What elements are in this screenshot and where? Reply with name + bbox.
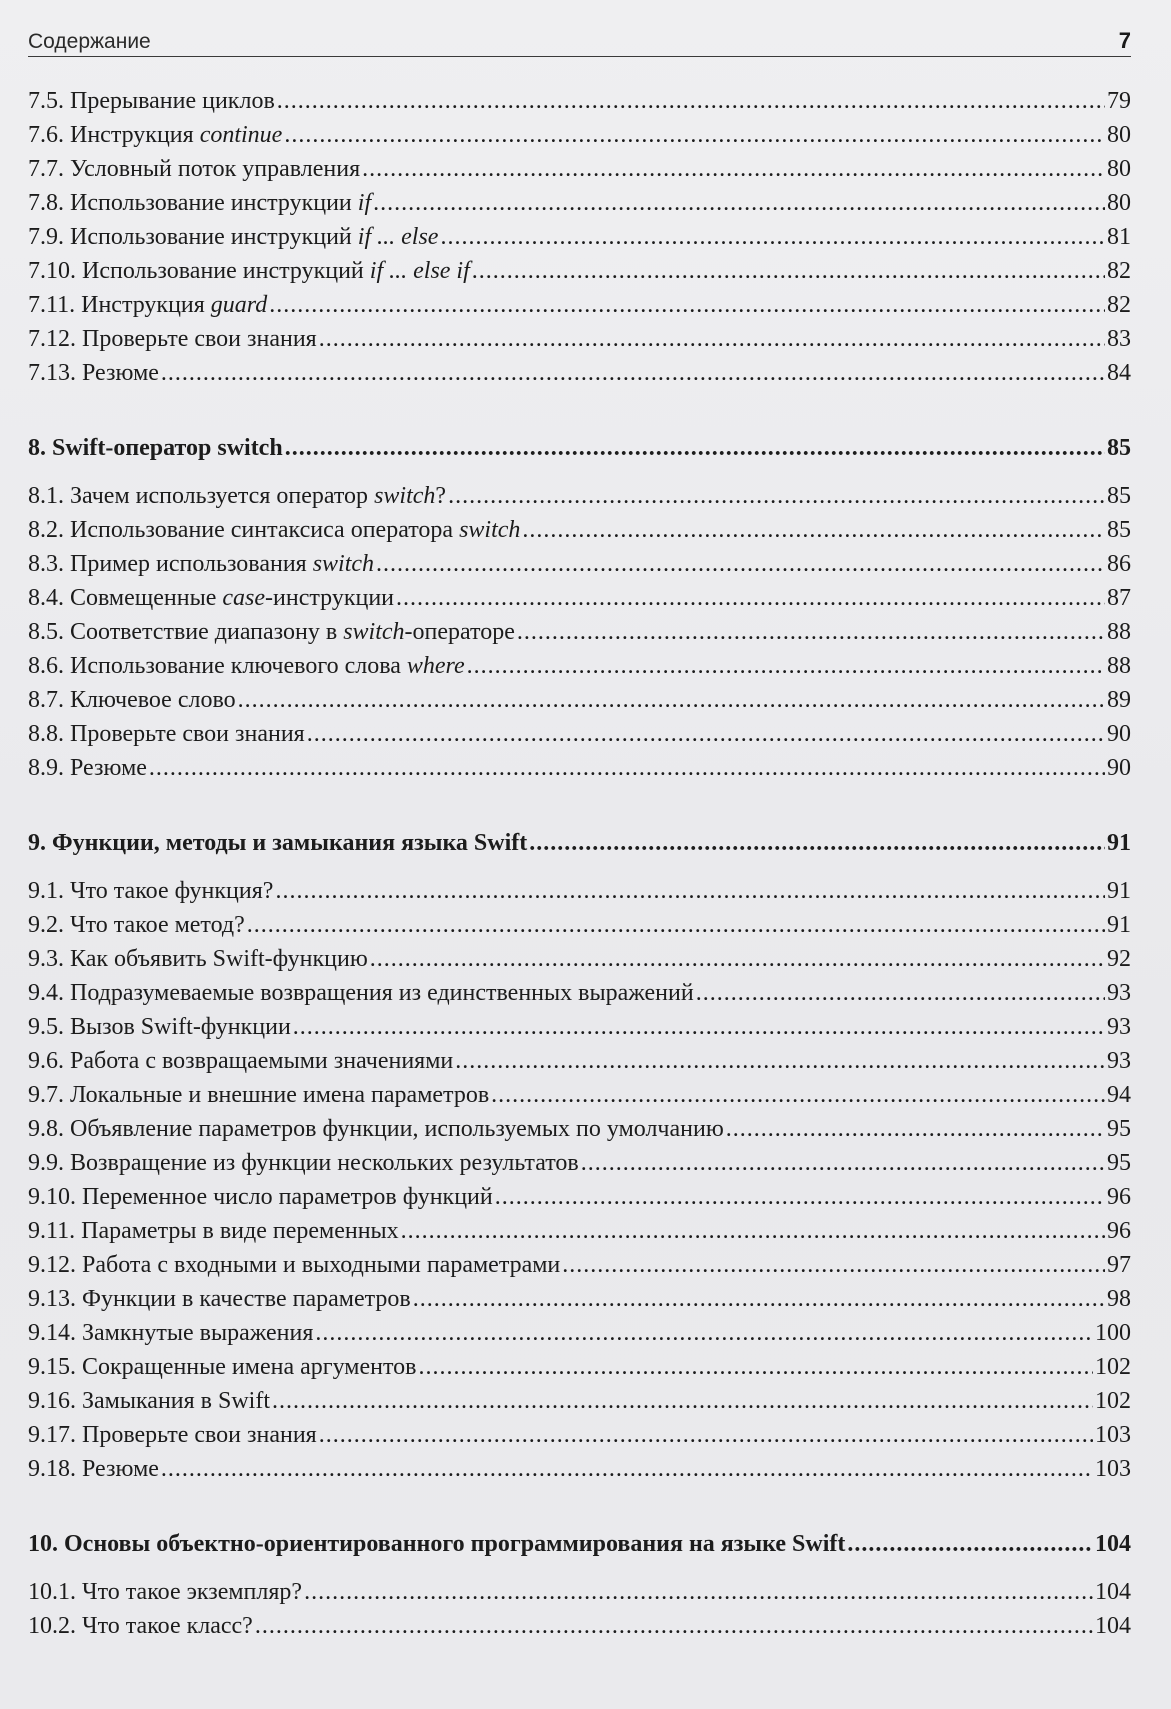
toc-entry-page: 83: [1107, 326, 1131, 352]
toc-entry-title: [82, 1316, 313, 1350]
toc-title-italic-part: if: [357, 190, 372, 216]
toc-entry-page: 90: [1107, 721, 1131, 747]
toc-title-part: Возвращение из функции нескольких результатов: [70, 1150, 579, 1176]
toc-entry-number: 9.6.: [28, 1048, 64, 1074]
toc-section-row: [28, 908, 1131, 942]
toc-entry-page: 91: [1107, 912, 1131, 938]
toc-section-row: [28, 683, 1131, 717]
dot-leader: [472, 254, 1105, 288]
toc-entry-page: 80: [1107, 156, 1131, 182]
toc-entry-number: 8.6.: [28, 653, 64, 679]
toc-entry-page: 94: [1107, 1082, 1131, 1108]
toc-entry-page: 80: [1107, 190, 1131, 216]
toc-entry-title: [70, 152, 360, 186]
toc-entry-title: [70, 1044, 453, 1078]
dot-leader: [319, 322, 1105, 356]
toc-section-row: [28, 1078, 1131, 1112]
toc-title-part: Инструкция: [70, 122, 200, 148]
toc-entry-number: 7.12.: [28, 326, 76, 352]
toc-title-part: Проверьте свои знания: [82, 326, 317, 352]
toc-section-row: [28, 322, 1131, 356]
toc-title-part: Замыкания в Swift: [82, 1388, 271, 1414]
toc-title-part: Что такое экземпляр?: [82, 1579, 303, 1605]
toc-entry-page: 104: [1095, 1531, 1131, 1557]
toc-chapter-row: [28, 431, 1131, 465]
toc-entry-title: [82, 322, 317, 356]
toc-entry-number: 9.16.: [28, 1388, 76, 1414]
toc-title-italic-part: case: [222, 585, 266, 611]
toc-entry-title: [70, 513, 520, 547]
toc-entry-number: 9.15.: [28, 1354, 76, 1380]
toc-title-part: Функции, методы и замыкания языка Swift: [52, 830, 528, 856]
toc-title-italic-part: where: [406, 653, 465, 679]
toc-entry-number: 9.: [28, 830, 46, 856]
toc-entry-title: [52, 431, 283, 465]
page-number: 7: [1118, 28, 1131, 53]
toc-section-row: [28, 1214, 1131, 1248]
toc-section-row: [28, 649, 1131, 683]
dot-leader: [161, 356, 1105, 390]
toc-entry-title: [81, 1214, 399, 1248]
toc-title-part: Параметры в виде переменных: [81, 1218, 399, 1244]
dot-leader: [440, 220, 1105, 254]
toc-title-part: Подразумеваемые возвращения из единственных выражений: [70, 980, 694, 1006]
toc-entry-page: 103: [1095, 1456, 1131, 1482]
toc-entry-page: 89: [1107, 687, 1131, 713]
toc-entry-page: 93: [1107, 980, 1131, 1006]
toc-title-part: Локальные и внешние имена параметров: [70, 1082, 490, 1108]
toc-entry-title: [70, 751, 147, 785]
toc-entry-page: 104: [1095, 1613, 1131, 1639]
toc-entry-page: 91: [1107, 878, 1131, 904]
toc-entry-number: 9.13.: [28, 1286, 76, 1312]
toc-title-part: Использование синтаксиса оператора: [70, 517, 460, 543]
toc-section-row: [28, 751, 1131, 785]
toc-entry-number: 9.9.: [28, 1150, 64, 1176]
toc-title-part: Функции в качестве параметров: [82, 1286, 411, 1312]
toc-section-row: [28, 1575, 1131, 1609]
toc-entry-number: 8.8.: [28, 721, 64, 747]
toc-entry-page: 90: [1107, 755, 1131, 781]
dot-leader: [396, 581, 1105, 615]
toc-section-row: [28, 1146, 1131, 1180]
toc-title-part: Условный поток управления: [70, 156, 361, 182]
toc-section-row: [28, 615, 1131, 649]
toc-title-part: Инструкция: [81, 292, 211, 318]
toc-section-row: [28, 1044, 1131, 1078]
toc-title-italic-part: if ... else if: [369, 258, 470, 284]
toc-section-row: [28, 1010, 1131, 1044]
toc-entry-title: [70, 479, 446, 513]
toc-entry-title: [70, 683, 236, 717]
toc-entry-number: 7.9.: [28, 224, 64, 250]
toc-entry-page: 82: [1107, 258, 1131, 284]
toc-entry-number: 9.5.: [28, 1014, 64, 1040]
toc-entry-title: [70, 615, 515, 649]
toc-entry-page: 85: [1107, 435, 1131, 461]
toc-entry-number: 9.10.: [28, 1184, 76, 1210]
toc-entry-number: 8.9.: [28, 755, 64, 781]
dot-leader: [255, 1609, 1093, 1643]
table-of-contents: [28, 84, 1131, 1643]
toc-section-row: [28, 288, 1131, 322]
toc-chapter-row: [28, 1527, 1131, 1561]
toc-title-part: Работа с возвращаемыми значениями: [70, 1048, 454, 1074]
toc-title-part: Совмещенные: [70, 585, 223, 611]
toc-entry-page: 87: [1107, 585, 1131, 611]
toc-entry-title: [70, 976, 694, 1010]
toc-entry-page: 80: [1107, 122, 1131, 148]
toc-entry-title: [82, 356, 159, 390]
toc-section-row: [28, 1350, 1131, 1384]
toc-entry-number: 9.14.: [28, 1320, 76, 1346]
dot-leader: [304, 1575, 1093, 1609]
toc-entry-number: 10.1.: [28, 1579, 76, 1605]
toc-entry-number: 7.6.: [28, 122, 64, 148]
dot-leader: [238, 683, 1105, 717]
toc-title-italic-part: switch: [459, 517, 521, 543]
toc-section-row: [28, 1180, 1131, 1214]
toc-section-row: [28, 186, 1131, 220]
toc-entry-number: 9.17.: [28, 1422, 76, 1448]
toc-entry-title: [70, 908, 245, 942]
toc-title-part: Ключевое слово: [70, 687, 236, 713]
toc-entry-title: [81, 288, 267, 322]
toc-section-row: [28, 84, 1131, 118]
toc-title-part: Как объявить Swift-функцию: [70, 946, 368, 972]
dot-leader: [149, 751, 1105, 785]
toc-entry-number: 9.3.: [28, 946, 64, 972]
toc-entry-number: 8.3.: [28, 551, 64, 577]
dot-leader: [315, 1316, 1093, 1350]
toc-entry-number: 9.2.: [28, 912, 64, 938]
toc-entry-page: 100: [1095, 1320, 1131, 1346]
toc-entry-number: 9.18.: [28, 1456, 76, 1482]
toc-entry-page: 104: [1095, 1579, 1131, 1605]
toc-entry-page: 102: [1095, 1354, 1131, 1380]
toc-entry-page: 93: [1107, 1048, 1131, 1074]
toc-entry-title: [70, 547, 374, 581]
toc-title-italic-part: continue: [199, 122, 283, 148]
dot-leader: [275, 874, 1105, 908]
toc-entry-title: [70, 717, 305, 751]
toc-entry-title: [70, 220, 438, 254]
toc-entry-number: 9.8.: [28, 1116, 64, 1142]
toc-title-part: Сокращенные имена аргументов: [82, 1354, 417, 1380]
toc-title-part: Использование инструкций: [70, 224, 358, 250]
toc-entry-title: [70, 118, 282, 152]
toc-entry-page: 86: [1107, 551, 1131, 577]
toc-entry-title: [70, 1010, 291, 1044]
dot-leader: [529, 826, 1105, 860]
dot-leader: [517, 615, 1105, 649]
dot-leader: [581, 1146, 1105, 1180]
dot-leader: [285, 431, 1105, 465]
toc-entry-title: [70, 874, 273, 908]
toc-title-part: Резюме: [82, 360, 159, 386]
toc-title-part: Что такое метод?: [70, 912, 245, 938]
dot-leader: [376, 547, 1105, 581]
toc-entry-page: 91: [1107, 830, 1131, 856]
dot-leader: [284, 118, 1105, 152]
toc-section-row: [28, 874, 1131, 908]
toc-entry-title: [82, 1418, 317, 1452]
toc-entry-title: [82, 254, 470, 288]
toc-section-row: [28, 1384, 1131, 1418]
toc-title-part: Проверьте свои знания: [70, 721, 305, 747]
toc-entry-number: 8.4.: [28, 585, 64, 611]
toc-chapter-row: [28, 826, 1131, 860]
toc-section-row: [28, 152, 1131, 186]
dot-leader: [562, 1248, 1105, 1282]
toc-title-part: -операторе: [404, 619, 515, 645]
toc-title-part: Работа с входными и выходными параметрами: [82, 1252, 561, 1278]
toc-entry-title: [52, 826, 527, 860]
toc-title-part: Использование инструкции: [70, 190, 358, 216]
dot-leader: [269, 288, 1105, 322]
dot-leader: [362, 152, 1105, 186]
toc-entry-page: 98: [1107, 1286, 1131, 1312]
toc-entry-page: 85: [1107, 517, 1131, 543]
toc-section-row: [28, 581, 1131, 615]
toc-entry-number: 7.5.: [28, 88, 64, 114]
toc-entry-title: [64, 1527, 845, 1561]
toc-entry-page: 96: [1107, 1218, 1131, 1244]
toc-entry-title: [82, 1384, 270, 1418]
toc-entry-number: 7.7.: [28, 156, 64, 182]
toc-title-part: Замкнутые выражения: [82, 1320, 314, 1346]
toc-section-row: [28, 976, 1131, 1010]
toc-entry-number: 7.10.: [28, 258, 76, 284]
dot-leader: [307, 717, 1105, 751]
toc-title-part: Резюме: [82, 1456, 159, 1482]
toc-entry-page: 95: [1107, 1116, 1131, 1142]
toc-entry-page: 103: [1095, 1422, 1131, 1448]
toc-title-part: Проверьте свои знания: [82, 1422, 317, 1448]
running-header-title: Содержание: [28, 30, 151, 53]
toc-section-row: [28, 513, 1131, 547]
toc-entry-page: 95: [1107, 1150, 1131, 1176]
toc-entry-number: 9.7.: [28, 1082, 64, 1108]
toc-section-row: [28, 1316, 1131, 1350]
toc-entry-number: 7.11.: [28, 292, 76, 318]
dot-leader: [467, 649, 1105, 683]
toc-title-part: Основы объектно-ориентированного программирования на языке Swift: [64, 1531, 846, 1557]
dot-leader: [448, 479, 1105, 513]
dot-leader: [277, 84, 1105, 118]
toc-title-part: -инструкции: [265, 585, 395, 611]
dot-leader: [293, 1010, 1105, 1044]
toc-entry-title: [82, 1180, 493, 1214]
toc-entry-number: 9.12.: [28, 1252, 76, 1278]
dot-leader: [696, 976, 1105, 1010]
toc-title-part: Объявление параметров функции, используемых по умолчанию: [70, 1116, 724, 1142]
toc-entry-number: 8.5.: [28, 619, 64, 645]
toc-title-italic-part: switch: [374, 483, 436, 509]
toc-title-italic-part: if ... else: [357, 224, 439, 250]
toc-title-part: Прерывание циклов: [70, 88, 275, 114]
toc-title-part: Использование инструкций: [82, 258, 370, 284]
toc-entry-page: 85: [1107, 483, 1131, 509]
dot-leader: [272, 1384, 1093, 1418]
toc-title-part: Что такое класс?: [82, 1613, 253, 1639]
toc-entry-title: [82, 1575, 302, 1609]
toc-entry-page: 97: [1107, 1252, 1131, 1278]
toc-section-row: [28, 118, 1131, 152]
toc-entry-number: 8.7.: [28, 687, 64, 713]
toc-entry-title: [70, 649, 465, 683]
toc-title-part: Резюме: [70, 755, 147, 781]
toc-entry-page: 93: [1107, 1014, 1131, 1040]
toc-entry-title: [82, 1452, 159, 1486]
dot-leader: [491, 1078, 1105, 1112]
toc-title-part: Зачем используется оператор: [70, 483, 375, 509]
toc-section-row: [28, 717, 1131, 751]
toc-title-part: Что такое функция?: [70, 878, 274, 904]
toc-entry-title: [70, 1078, 489, 1112]
toc-entry-number: 8.2.: [28, 517, 64, 543]
toc-section-row: [28, 1452, 1131, 1486]
toc-entry-page: 92: [1107, 946, 1131, 972]
toc-section-row: [28, 356, 1131, 390]
toc-entry-number: 10.: [28, 1531, 58, 1557]
toc-entry-title: [70, 1146, 579, 1180]
toc-entry-page: 102: [1095, 1388, 1131, 1414]
toc-entry-number: 8.: [28, 435, 46, 461]
toc-entry-title: [82, 1609, 253, 1643]
dot-leader: [161, 1452, 1093, 1486]
toc-title-part: Пример использования: [70, 551, 313, 577]
dot-leader: [413, 1282, 1105, 1316]
toc-entry-page: 84: [1107, 360, 1131, 386]
toc-entry-page: 79: [1107, 88, 1131, 114]
toc-title-part: Вызов Swift-функции: [70, 1014, 291, 1040]
toc-entry-number: 9.4.: [28, 980, 64, 1006]
dot-leader: [418, 1350, 1093, 1384]
toc-entry-title: [70, 186, 371, 220]
toc-entry-number: 9.1.: [28, 878, 64, 904]
toc-entry-number: 7.8.: [28, 190, 64, 216]
toc-entry-page: 88: [1107, 619, 1131, 645]
toc-title-part: Использование ключевого слова: [70, 653, 407, 679]
toc-entry-title: [70, 581, 394, 615]
dot-leader: [373, 186, 1105, 220]
toc-section-row: [28, 942, 1131, 976]
dot-leader: [847, 1527, 1093, 1561]
dot-leader: [401, 1214, 1105, 1248]
dot-leader: [455, 1044, 1105, 1078]
toc-title-part: Переменное число параметров функций: [82, 1184, 493, 1210]
toc-entry-title: [70, 942, 368, 976]
toc-section-row: [28, 1112, 1131, 1146]
toc-section-row: [28, 1609, 1131, 1643]
toc-section-row: [28, 547, 1131, 581]
toc-title-italic-part: switch: [343, 619, 405, 645]
toc-entry-page: 88: [1107, 653, 1131, 679]
dot-leader: [370, 942, 1105, 976]
toc-entry-title: [82, 1248, 560, 1282]
dot-leader: [726, 1112, 1105, 1146]
toc-section-row: [28, 479, 1131, 513]
toc-entry-page: 81: [1107, 224, 1131, 250]
toc-section-row: [28, 1248, 1131, 1282]
toc-entry-number: 10.2.: [28, 1613, 76, 1639]
toc-entry-title: [82, 1350, 416, 1384]
toc-title-italic-part: guard: [210, 292, 268, 318]
dot-leader: [247, 908, 1105, 942]
toc-entry-title: [82, 1282, 411, 1316]
toc-entry-title: [70, 1112, 724, 1146]
toc-section-row: [28, 1282, 1131, 1316]
toc-title-part: Соответствие диапазону в: [70, 619, 344, 645]
toc-entry-page: 96: [1107, 1184, 1131, 1210]
toc-entry-number: 9.11.: [28, 1218, 76, 1244]
toc-entry-number: 7.13.: [28, 360, 76, 386]
toc-title-italic-part: switch: [312, 551, 375, 577]
toc-title-part: Swift-оператор switch: [52, 435, 283, 461]
running-header: [28, 22, 1131, 57]
toc-title-part: ?: [435, 483, 447, 509]
toc-entry-title: [70, 84, 275, 118]
toc-entry-page: 82: [1107, 292, 1131, 318]
dot-leader: [319, 1418, 1093, 1452]
toc-section-row: [28, 254, 1131, 288]
toc-section-row: [28, 220, 1131, 254]
dot-leader: [495, 1180, 1105, 1214]
dot-leader: [522, 513, 1105, 547]
toc-section-row: [28, 1418, 1131, 1452]
toc-entry-number: 8.1.: [28, 483, 64, 509]
